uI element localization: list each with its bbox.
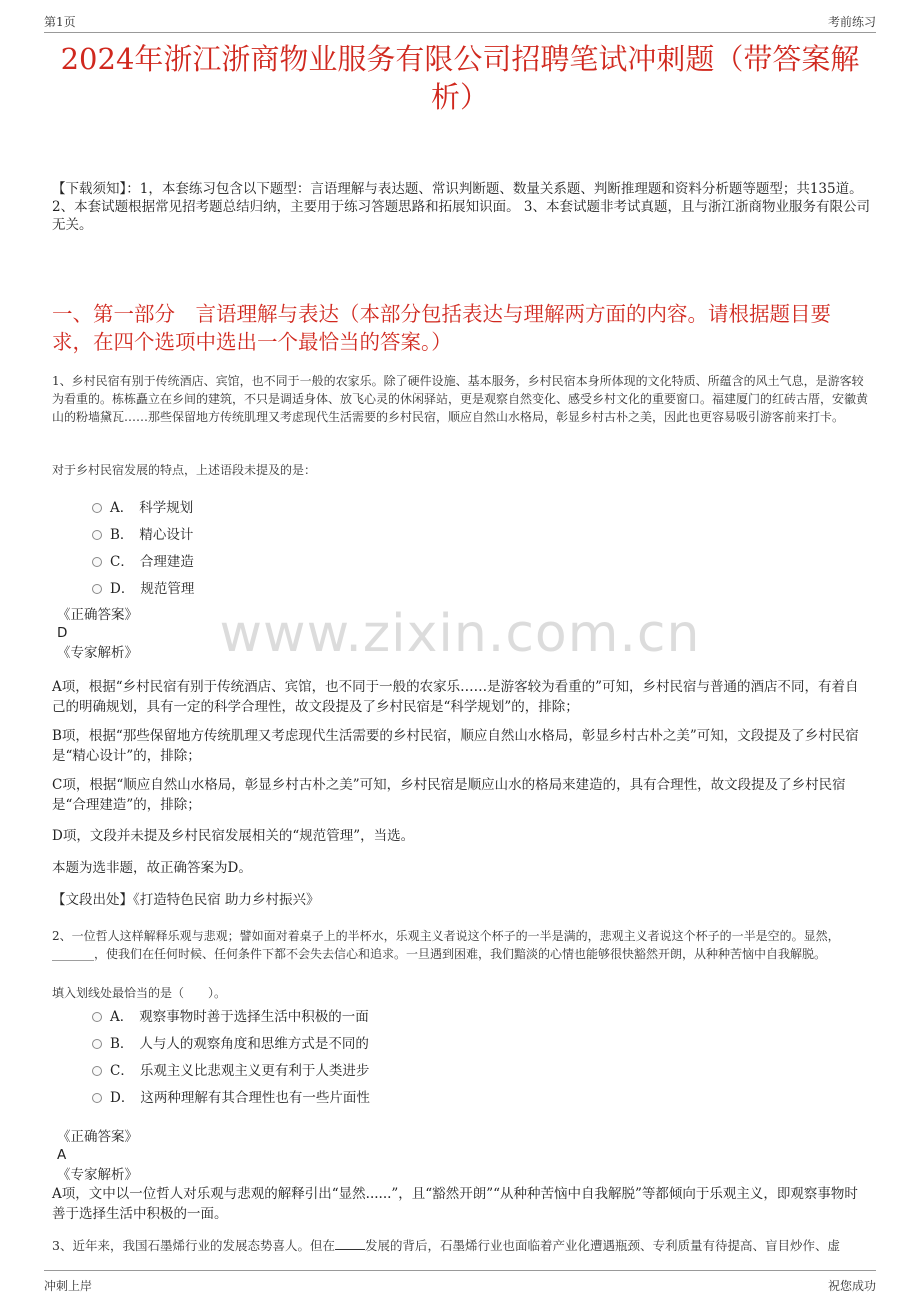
page-header bbox=[44, 10, 876, 33]
q1-option-a[interactable]: A． 科学规划 bbox=[92, 492, 194, 519]
q1-analysis-d: D项，文段并未提及乡村民宿发展相关的“规范管理”，当选。 bbox=[52, 828, 415, 844]
q1-analysis-a: A项，根据“乡村民宿有别于传统酒店、宾馆，也不同于一般的农家乐……是游客较为看重的”可知，乡村民宿与普通的酒店不同，有着自己的明确规划，具有一定的科学合理性，故文段提及了乡村民宿是“科学规划”的，排除； bbox=[52, 679, 859, 715]
q2-stem: 填入划线处最恰当的是（ ）。 bbox=[52, 986, 227, 1000]
page-footer bbox=[44, 1270, 876, 1299]
q1-option-d[interactable]: D． 规范管理 bbox=[92, 573, 194, 600]
watermark: www.zixin.com.cn bbox=[219, 604, 701, 664]
radio-icon[interactable] bbox=[92, 1012, 102, 1022]
q2-passage: 2、一位哲人这样解释乐观与悲观；譬如面对着桌子上的半杯水，乐观主义者说这个杯子的一半是满的，悲观主义者说这个杯子的一半是空的。显然，_______，使我们在任何时候、任何条件下都不会失去信心和追求。一旦遇到困难，我们黯淡的心情也能够很快豁然开朗，从种种苦恼中自我解脱。 bbox=[52, 929, 840, 961]
q1-answer: D bbox=[57, 625, 68, 641]
q1-option-c[interactable]: C． 合理建造 bbox=[92, 546, 194, 573]
q1-option-b[interactable]: B． 精心设计 bbox=[92, 519, 194, 546]
q2-option-a[interactable]: A． 观察事物时善于选择生活中积极的一面 bbox=[92, 1001, 370, 1028]
q1-options bbox=[92, 492, 194, 600]
q2-option-c[interactable]: C． 乐观主义比悲观主义更有利于人类进步 bbox=[92, 1055, 370, 1082]
q1-answer-label: 《正确答案》 bbox=[57, 607, 138, 623]
q2-option-d[interactable]: D． 这两种理解有其合理性也有一些片面性 bbox=[92, 1082, 370, 1109]
q1-stem: 对于乡村民宿发展的特点，上述语段未提及的是： bbox=[52, 463, 317, 477]
radio-icon[interactable] bbox=[92, 584, 102, 594]
q2-analysis: A项，文中以一位哲人对乐观与悲观的解释引出“显然......”，且“豁然开朗”“从种种苦恼中自我解脱”等都倾向于乐观主义，即观察事物时善于选择生活中积极的一面。 bbox=[52, 1186, 858, 1222]
document-title: 2024年浙江浙商物业服务有限公司招聘笔试冲刺题（带答案解析） bbox=[60, 42, 860, 114]
q2-options bbox=[92, 1001, 370, 1109]
q2-answer: A bbox=[57, 1147, 67, 1163]
q1-passage: 1、乡村民宿有别于传统酒店、宾馆，也不同于一般的农家乐。除了硬件设施、基本服务，乡村民宿本身所体现的文化特质、所蕴含的风土气息，是游客较为看重的。栋栋矗立在乡间的建筑，不只是调适身体、放飞心灵的休闲驿站，更是观察自然变化、感受乡村文化的重要窗口。福建厦门的红砖古厝，安徽黄山的粉墙黛瓦……那些保留地方传统肌理又考虑现代生活需要的乡村民宿，顺应自然山水格局，彰显乡村古朴之美，因此也更容易吸引游客前来打卡。 bbox=[52, 374, 869, 424]
download-notice: 【下载须知】：1，本套练习包含以下题型：言语理解与表达题、常识判断题、数量关系题、判断推理题和资料分析题等题型；共135道。 2、本套试题根据常见招考题总结归纳，主要用于练习答题思路和拓展知识面。 3、本套试题非考试真题，且与浙江浙商物业服务有限公司无关。 bbox=[52, 181, 870, 233]
header-label: 考前练习 bbox=[827, 15, 876, 29]
footer-left: 冲刺上岸 bbox=[44, 1279, 93, 1293]
q3-passage: 3、近年来，我国石墨烯行业的发展态势喜人。但在 发展的背后，石墨烯行业也面临着产业化遭遇瓶颈、专利质量有待提高、盲目炒作、虚 bbox=[52, 1238, 840, 1253]
radio-icon[interactable] bbox=[92, 1066, 102, 1076]
q2-blank: _______ bbox=[52, 947, 94, 961]
q1-source: 【文段出处】《打造特色民宿 助力乡村振兴》 bbox=[52, 892, 320, 908]
q2-option-b[interactable]: B． 人与人的观察角度和思维方式是不同的 bbox=[92, 1028, 370, 1055]
radio-icon[interactable] bbox=[92, 1093, 102, 1103]
section-heading: 一、第一部分 言语理解与表达（本部分包括表达与理解两方面的内容。请根据题目要求，在四个选项中选出一个最恰当的答案。） bbox=[52, 302, 831, 354]
radio-icon[interactable] bbox=[92, 530, 102, 540]
footer-right: 祝您成功 bbox=[827, 1279, 876, 1293]
q1-analysis-c: C项，根据“顺应自然山水格局，彰显乡村古朴之美”可知，乡村民宿是顺应山水的格局来建造的，具有合理性，故文段提及了乡村民宿是“合理建造”的，排除； bbox=[52, 777, 846, 813]
q1-analysis-b: B项，根据“那些保留地方传统肌理又考虑现代生活需要的乡村民宿，顺应自然山水格局，彰显乡村古朴之美”可知，文段提及了乡村民宿是“精心设计”的，排除； bbox=[52, 728, 859, 764]
radio-icon[interactable] bbox=[92, 503, 102, 513]
q1-analysis-label: 《专家解析》 bbox=[57, 645, 138, 661]
q1-conclusion: 本题为选非题，故正确答案为D。 bbox=[52, 860, 252, 876]
q2-analysis-label: 《专家解析》 bbox=[57, 1167, 138, 1183]
q2-answer-label: 《正确答案》 bbox=[57, 1129, 138, 1145]
radio-icon[interactable] bbox=[92, 1039, 102, 1049]
radio-icon[interactable] bbox=[92, 557, 102, 567]
page-number: 第1页 bbox=[44, 15, 76, 29]
q3-blank bbox=[335, 1237, 365, 1250]
